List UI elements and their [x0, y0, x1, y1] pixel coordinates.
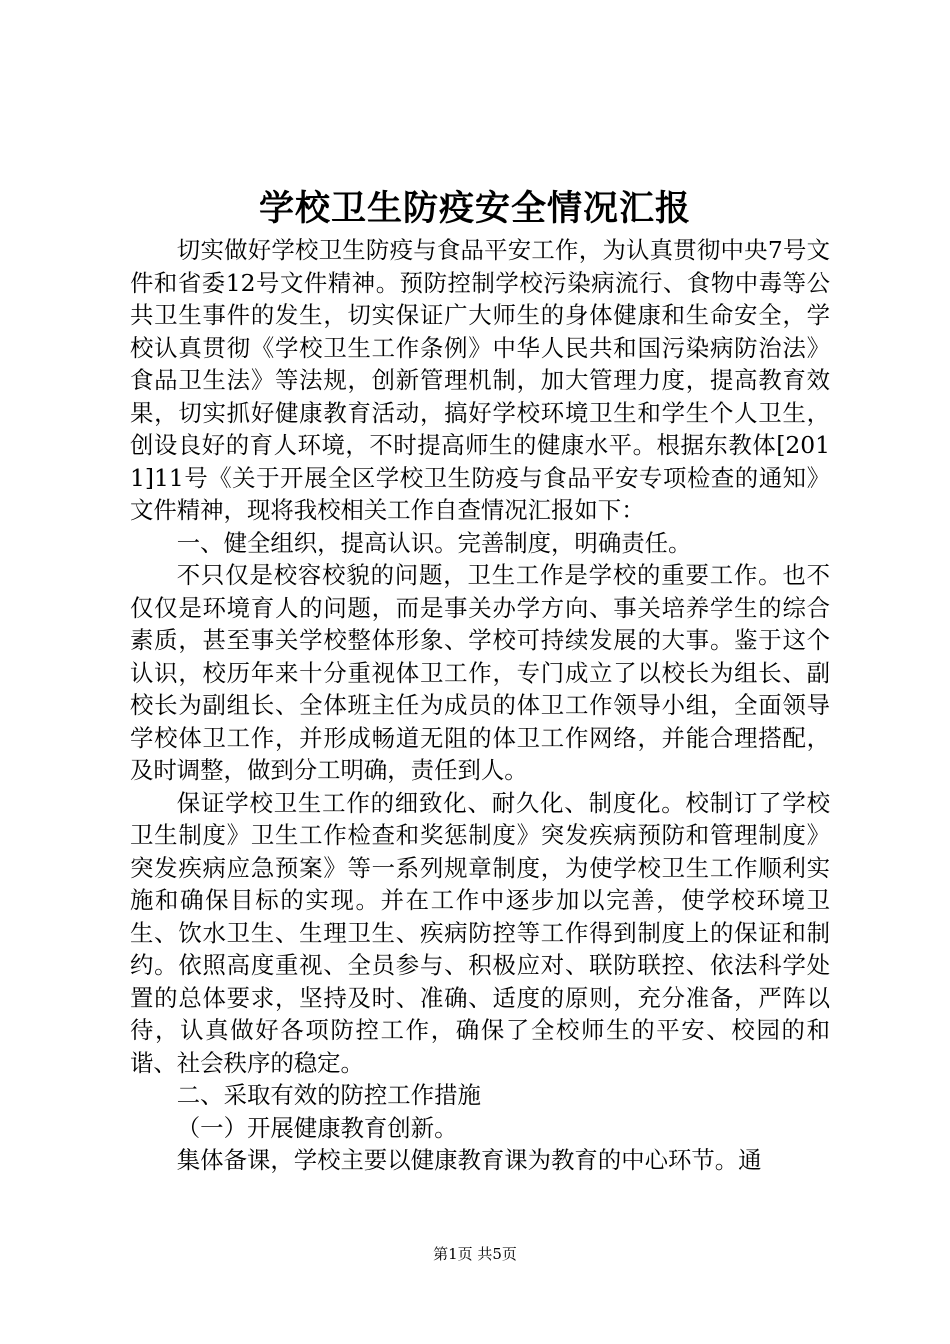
subsection-heading-1: （一）开展健康教育创新。	[176, 1113, 458, 1142]
page-number-footer: 第1页 共5页	[433, 1245, 517, 1263]
paragraph-intro: 切实做好学校卫生防疫与食品平安工作，为认真贯彻中央7号文件和省委12号文件精神。预防控制学校污染病流行、食物中毒等公共卫生事件的发生，切实保证广大师生的身体健康和生命安全，学校认真贯彻《学校卫生工作条例》中华人民共和国污染病防治法》食品卫生法》等法规，创新管理机制，加大管理力度，提高教育效果，切实抓好健康教育活动，搞好学校环境卫生和学生个人卫生，创设良好的育人环境，不时提高师生的健康水平。根据东教体[2011]11号《关于开展全区学校卫生防疫与食品平安专项检查的通知》文件精神，现将我校相关工作自查情况汇报如下：	[130, 236, 830, 524]
section-heading-2: 二、采取有效的防控工作措施	[176, 1081, 481, 1109]
paragraph-health-education: 集体备课，学校主要以健康教育课为教育的中心环节。通	[176, 1146, 762, 1174]
document-body	[130, 234, 830, 1177]
section-heading-1: 一、健全组织，提高认识。完善制度，明确责任。	[176, 528, 692, 557]
paragraph-regulations: 保证学校卫生工作的细致化、耐久化、制度化。校制订了学校卫生制度》卫生工作检查和奖惩制度》突发疾病预防和管理制度》突发疾病应急预案》等一系列规章制度，为使学校卫生工作顺利实施和确保目标的实现。并在工作中逐步加以完善，使学校环境卫生、饮水卫生、生理卫生、疾病防控等工作得到制度上的保证和制约。依照高度重视、全员参与、积极应对、联防联控、依法科学处置的总体要求，坚持及时、准确、适度的原则，充分准备，严阵以待，认真做好各项防控工作，确保了全校师生的平安、校园的和谐、社会秩序的稳定。	[130, 788, 830, 1077]
document-title: 学校卫生防疫安全情况汇报	[258, 188, 691, 229]
paragraph-organization: 不只仅是校容校貌的问题，卫生工作是学校的重要工作。也不仅仅是环境育人的问题，而是事关办学方向、事关培养学生的综合素质，甚至事关学校整体形象、学校可持续发展的大事。鉴于这个认识，校历年来十分重视体卫工作，专门成立了以校长为组长、副校长为副组长、全体班主任为成员的体卫工作领导小组，全面领导学校体卫工作，并形成畅道无阻的体卫工作网络，并能合理搭配，及时调整，做到分工明确，责任到人。	[130, 561, 830, 784]
